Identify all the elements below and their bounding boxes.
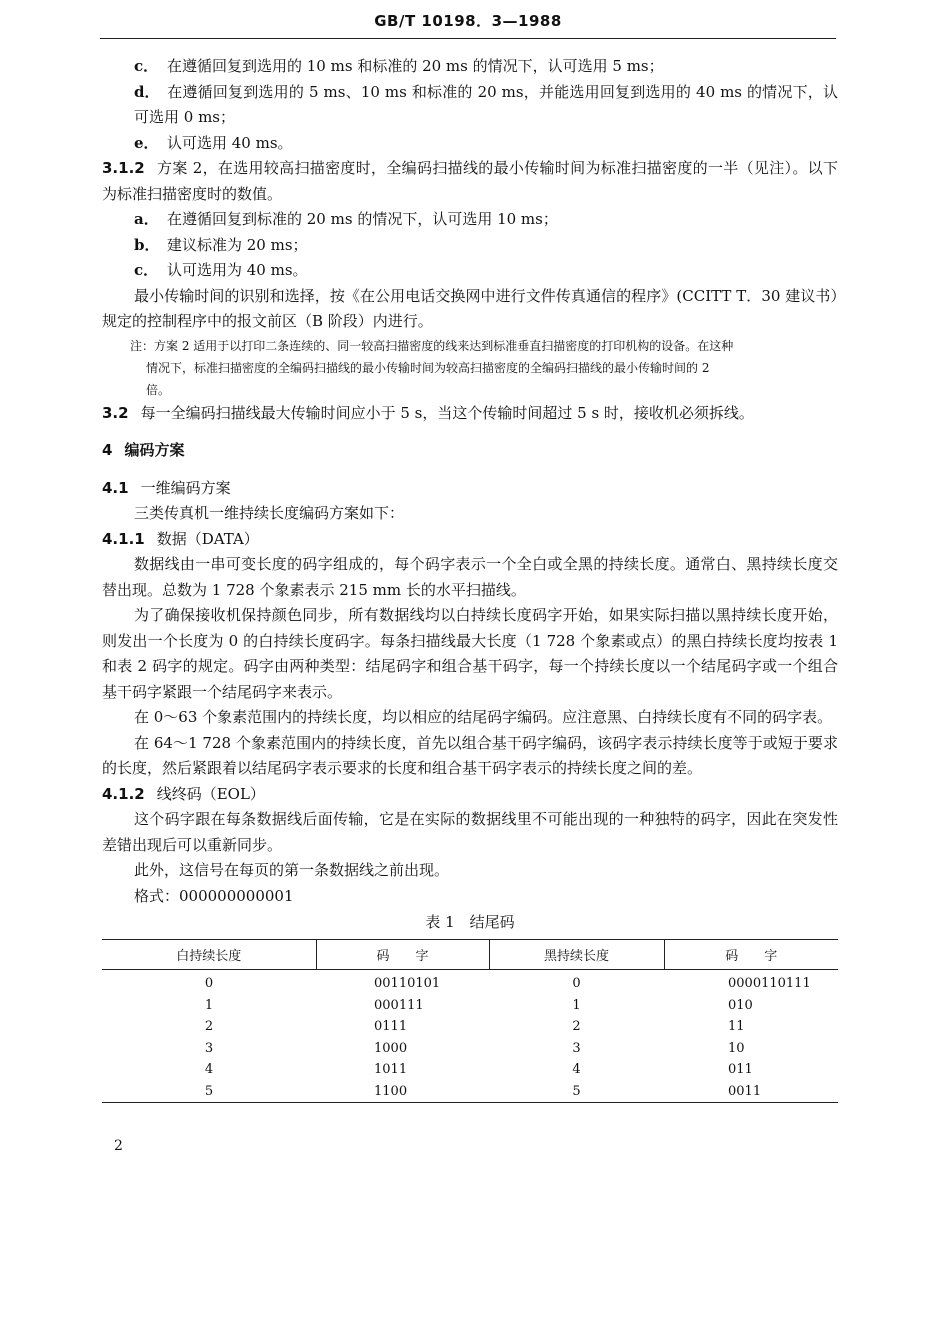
table-cell: 0111 [374, 1019, 408, 1034]
table-cell: 000111 [374, 997, 424, 1013]
section-4-1-2-p2: 此外，这信号在每页的第一条数据线之前出现。 [134, 861, 450, 879]
table-cell: 0011 [664, 1081, 838, 1103]
table-cell: 1100 [316, 1081, 489, 1103]
column-header: 黑持续长度 [489, 940, 664, 970]
table-cell: 1 [204, 997, 214, 1013]
list-item-d: d． 在遵循回复到选用的 5 ms、10 ms 和标准的 20 ms，并能选用回复到选用的 40 ms 的情况下，认可选用 0 ms； [134, 82, 838, 126]
document-body [102, 54, 838, 1103]
table-cell: 4 [572, 1062, 581, 1077]
terminating-code-table [102, 939, 838, 1103]
section-4-heading: 4 编码方案 [102, 441, 185, 459]
section-4-1-2-format: 格式：000000000001 [134, 886, 294, 905]
table-cell: 5 [102, 1081, 316, 1103]
table-cell: 0 [204, 976, 214, 991]
table-cell: 2 [204, 1019, 214, 1034]
note-line-1: 注：方案 2 适用于以打印二条连续的、同一较高扫描密度的线来达到标准垂直扫描密度的打印机构的设备。在这种 [130, 338, 734, 353]
list-item-a: a． 在遵循回复到标准的 20 ms 的情况下，认可选用 10 ms； [134, 210, 558, 228]
table-cell: 11 [728, 1019, 745, 1034]
section-4-1-1-heading: 4.1.1 数据（DATA） [102, 529, 259, 548]
table-row [102, 1016, 838, 1038]
column-header: 码 字 [316, 940, 489, 970]
table-cell: 5 [489, 1081, 664, 1103]
note-line-2: 情况下，标准扫描密度的全编码扫描线的最小传输时间为较高扫描密度的全编码扫描线的最小传输时间的 2 [146, 360, 710, 375]
section-4-1-1-p1: 数据线由一串可变长度的码字组成的，每个码字表示一个全白或全黑的持续长度。通常白、黑持续长度交替出现。总数为 1 728 个象素表示 215 mm 长的水平扫描线。 [102, 555, 838, 599]
section-4-1-1-p4: 在 64～1 728 个象素范围内的持续长度，首先以组合基干码字编码，该码字表示持续长度等于或短于要求的长度，然后紧跟着以结尾码字表示要求的长度和组合基干码字表示的持续长度之间的差。 [102, 733, 838, 777]
table-row [102, 970, 838, 995]
paragraph-min-transmission: 最小传输时间的识别和选择，按《在公用电话交换网中进行文件传真通信的程序》(CCITT T．30 建议书）规定的控制程序中的报文前区（B 阶段）内进行。 [102, 286, 838, 330]
table-row [102, 1081, 838, 1103]
list-item-e: e． 认可选用 40 ms。 [134, 133, 293, 152]
table-cell: 0 [572, 976, 581, 991]
table-cell: 0000110111 [728, 976, 811, 991]
section-3-2: 3.2 每一全编码扫描线最大传输时间应小于 5 s，当这个传输时间超过 5 s 时，接收机必须拆线。 [102, 403, 754, 422]
table-cell: 1000 [374, 1040, 408, 1056]
list-item-b: b． 建议标准为 20 ms； [134, 235, 308, 254]
section-4-1-1-p2: 为了确保接收机保持颜色同步，所有数据线均以白持续长度码字开始，如果实际扫描以黑持续长度开始，则发出一个长度为 0 的白持续长度码字。每条扫描线最大长度（1 728 个象素或点）的黑白持续长度均按表 1 和表 2 码字的规定。码字由两种类型：结尾码字和组合基干码字，每一个持续长度以一个结尾码字或一个组合基干码字紧跟一个结尾码字来表示。 [102, 606, 838, 701]
table-cell: 00110101 [374, 976, 441, 991]
table-cell: 3 [572, 1040, 581, 1056]
section-4-1-2-p1: 这个码字跟在每条数据线后面传输，它是在实际的数据线里不可能出现的一种独特的码字，因此在突发性差错出现后可以重新同步。 [102, 810, 838, 854]
table-cell: 10 [728, 1040, 745, 1056]
table-cell: 010 [728, 997, 753, 1013]
note-block [102, 335, 838, 401]
header-rule [100, 38, 836, 39]
table-cell: 4 [204, 1062, 214, 1077]
column-header: 码 字 [664, 940, 838, 970]
table-cell: 3 [204, 1040, 214, 1056]
page-number: 2 [114, 1138, 123, 1154]
page-header: GB/T 10198．3—1988 [374, 12, 562, 30]
table-cell: 1011 [374, 1062, 408, 1077]
list-item-c: c． 在遵循回复到选用的 10 ms 和标准的 20 ms 的情况下，认可选用 5 ms； [134, 57, 664, 75]
section-3-1-2: 3.1.2 方案 2，在选用较高扫描密度时，全编码扫描线的最小传输时间为标准扫描密度的一半（见注）。以下为标准扫描密度时的数值。 [102, 159, 838, 203]
list-item-c2: c． 认可选用为 40 ms。 [134, 261, 308, 279]
note-line-3: 倍。 [146, 382, 171, 397]
table-cell: 011 [728, 1062, 753, 1077]
table-cell: 2 [572, 1019, 581, 1034]
table-row [102, 1059, 838, 1081]
table-title: 表 1 结尾码 [425, 913, 515, 931]
section-4-1-intro: 三类传真机一维持续长度编码方案如下： [134, 504, 405, 522]
column-header: 白持续长度 [102, 940, 316, 970]
table-row [102, 995, 838, 1017]
table-header-row [102, 940, 838, 970]
section-4-1-2-heading: 4.1.2 线终码（EOL） [102, 784, 265, 803]
section-4-1-heading: 4.1 一维编码方案 [102, 478, 231, 497]
section-4-1-1-p3: 在 0～63 个象素范围内的持续长度，均以相应的结尾码字编码。应注意黑、白持续长度有不同的码字表。 [134, 708, 833, 726]
table-row [102, 1038, 838, 1060]
table-cell: 1 [572, 997, 581, 1013]
